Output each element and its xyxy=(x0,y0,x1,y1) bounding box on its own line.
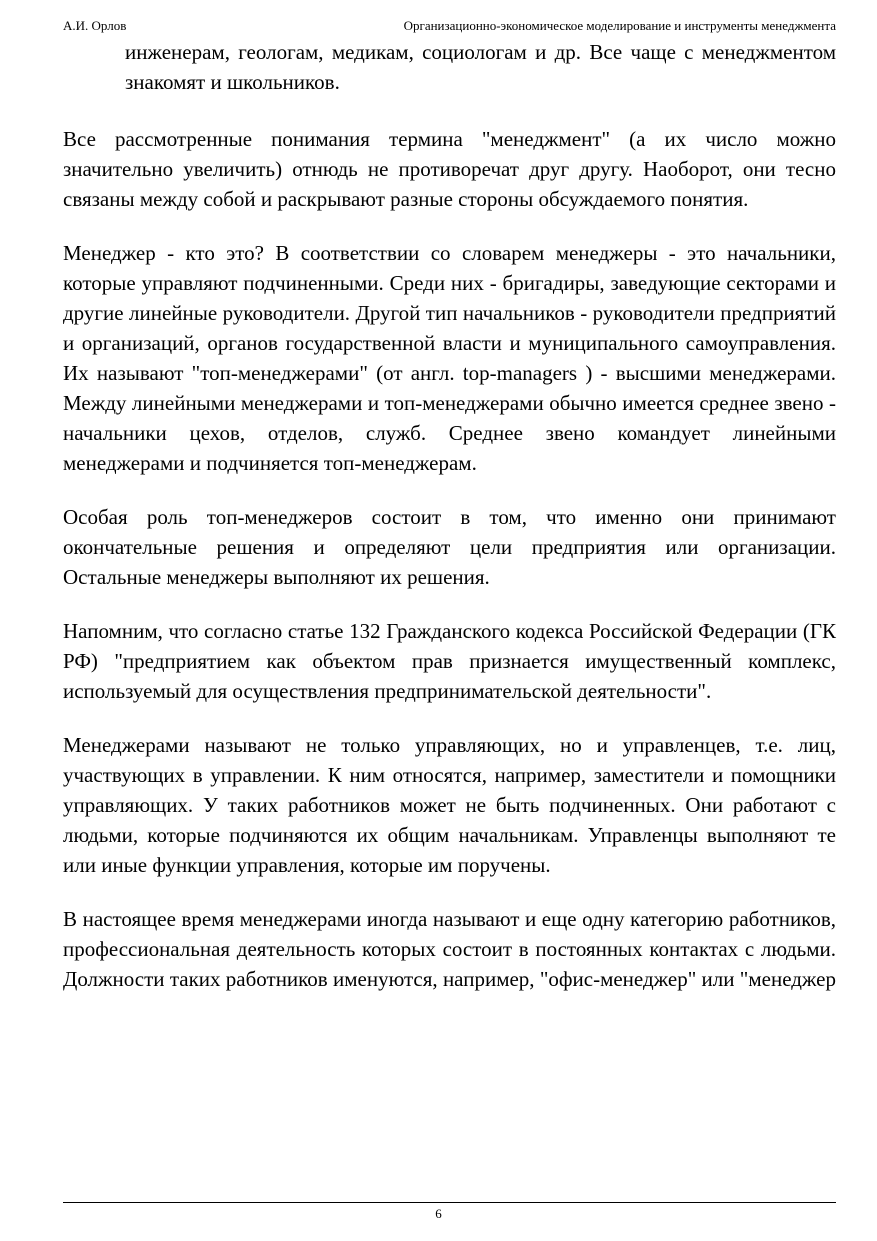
footer-divider xyxy=(63,1202,836,1203)
paragraph-continued: инженерам, геологам, медикам, социологам и др. Все чаще с менеджментом знакомят и школьников. xyxy=(125,40,836,94)
page-header xyxy=(63,16,836,36)
paragraph: Менеджерами называют не только управляющих, но и управленцев, т.е. лиц, участвующих в управлении. К ним относятся, например, заместители и помощники управляющих. У таких работников может не быть подчиненных. Они работают с людьми, которые подчиняются их общим начальникам. Управленцы выполняют те или иные функции управления, которые им поручены. xyxy=(63,733,836,877)
paragraph: Менеджер - кто это? В соответствии со словарем менеджеры - это начальники, которые управляют подчиненными. Среди них - бригадиры, заведующие секторами и другие линейные руководители. Другой тип начальников - руководители предприятий и организаций, органов государственной власти и муниципального самоуправления. Их называют "топ-менеджерами" (от англ. top-managers ) - высшими менеджерами. Между линейными менеджерами и топ-менеджерами обычно имеется среднее звено - начальники цехов, отделов, служб. Среднее звено командует линейными менеджерами и подчиняется топ-менеджерам. xyxy=(63,241,836,475)
paragraph: Все рассмотренные понимания термина "менеджмент" (а их число можно значительно увеличить) отнюдь не противоречат друг другу. Наоборот, они тесно связаны между собой и раскрывают разные стороны обсуждаемого понятия. xyxy=(63,127,836,211)
header-author: А.И. Орлов xyxy=(63,18,127,33)
paragraph-last: В настоящее время менеджерами иногда называют и еще одну категорию работников, профессиональная деятельность которых состоит в постоянных контактах с людьми. Должности таких работников именуются, например, "офис-менеджер" или "менеджер xyxy=(63,907,836,991)
paragraph: Напомним, что согласно статье 132 Гражданского кодекса Российской Федерации (ГК РФ) "предприятием как объектом прав признается имущественный комплекс, используемый для осуществления предпринимательской деятельности". xyxy=(63,619,836,703)
page-number: 6 xyxy=(435,1206,442,1221)
paragraph: Особая роль топ-менеджеров состоит в том, что именно они принимают окончательные решения и определяют цели предприятия или организации. Остальные менеджеры выполняют их решения. xyxy=(63,505,836,589)
page-body xyxy=(63,37,836,994)
header-title: Организационно-экономическое моделирование и инструменты менеджмента xyxy=(403,18,836,33)
